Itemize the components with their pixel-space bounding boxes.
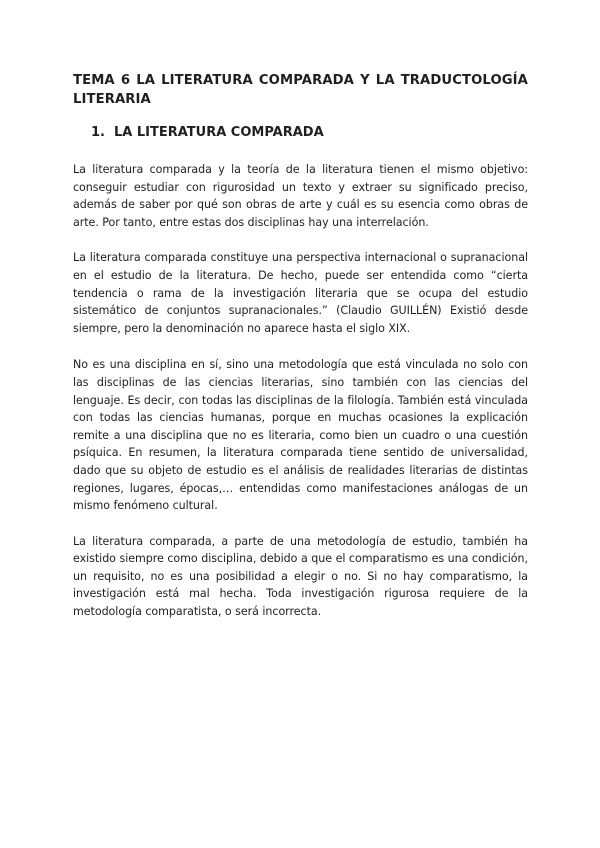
- paragraph-1: La literatura comparada y la teoría de la literatura tienen el mismo objetivo: conseguir estudiar con rigurosidad un texto y extraer su significado preciso, además de saber por qué son obras de arte y cuál es su esencia como obras de arte. Por tanto, entre estas dos disciplinas hay una interrelación.: [73, 163, 528, 229]
- paragraph-2: La literatura comparada constituye una perspectiva internacional o supranacional en el estudio de la literatura. De hecho, puede ser entendida como “cierta tendencia o rama de la investigación literaria que se ocupa del estudio sistemático de conjuntos supranacionales.” (Claudio GUILLÉN) Existió desde siempre, pero la denominación no aparece hasta el siglo XIX.: [73, 251, 528, 335]
- page-content: [73, 71, 528, 621]
- document-title: TEMA 6 LA LITERATURA COMPARADA Y LA TRADUCTOLOGÍA LITERARIA: [73, 73, 528, 107]
- paragraph-3: No es una disciplina en sí, sino una metodología que está vinculada no solo con las disciplinas de las ciencias literarias, sino también con las ciencias del lenguaje. Es decir, con todas las disciplinas de la filología. También está vinculada con todas las ciencias humanas, porque en muchas ocasiones la explicación remite a una disciplina que no es literaria, como bien un cuadro o una cuestión psíquica. En resumen, la literatura comparada tiene sentido de universalidad, dado que su objeto de estudio es el análisis de realidades literarias de distintas regiones, lugares, épocas,… entendidas como manifestaciones análogas de un mismo fenómeno cultural.: [73, 358, 528, 513]
- section-number: 1.: [91, 125, 105, 140]
- section-heading: [73, 124, 528, 142]
- section-title: LA LITERATURA COMPARADA: [113, 125, 324, 140]
- paragraph-4: La literatura comparada, a parte de una metodología de estudio, también ha existido siempre como disciplina, debido a que el comparatismo es una condición, un requisito, no es una posibilidad a elegir o no. Si no hay comparatismo, la investigación está mal hecha. Toda investigación rigurosa requiere de la metodología comparatista, o será incorrecta.: [73, 534, 528, 619]
